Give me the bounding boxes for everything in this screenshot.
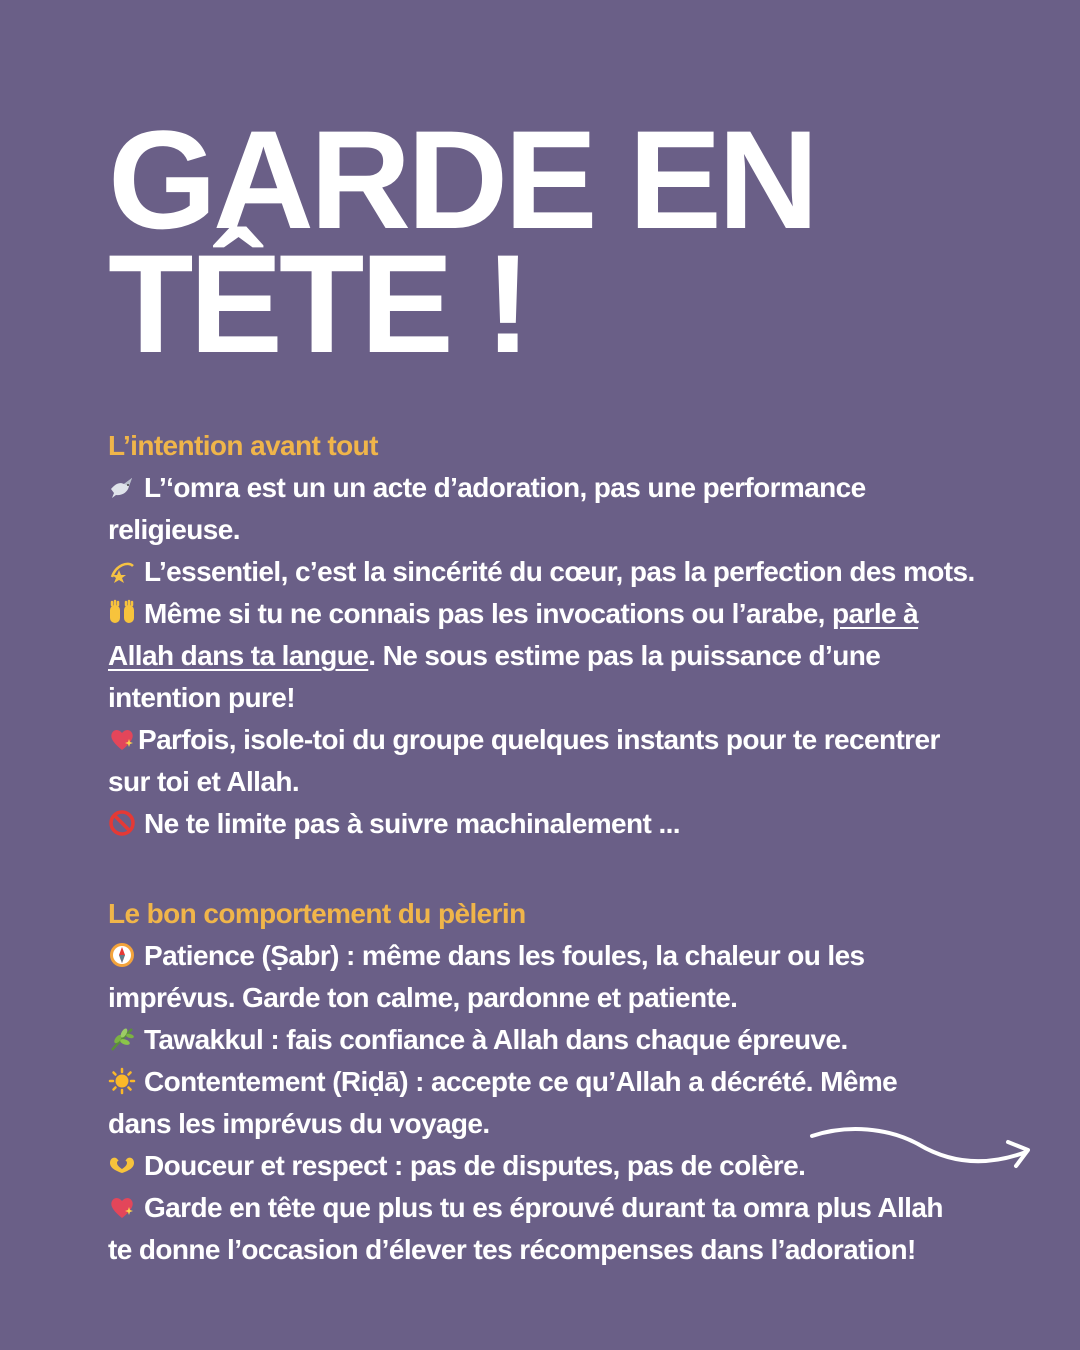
sparkling-heart-icon xyxy=(108,1191,136,1219)
list-item-continued: sur toi et Allah. xyxy=(108,766,300,797)
sun-icon xyxy=(108,1065,136,1093)
list-item xyxy=(108,719,1008,761)
heart-hands-icon xyxy=(108,1149,136,1177)
list-item-continued: imprévus. Garde ton calme, pardonne et patiente. xyxy=(108,982,738,1013)
text: . Ne sous estime pas la puissance d’une xyxy=(368,640,881,671)
section-heading-intention: L’intention avant tout xyxy=(108,430,378,461)
underlined-text: Allah dans ta langue xyxy=(108,640,369,671)
herb-icon xyxy=(108,1023,136,1051)
text: Patience (Ṣabr) : même dans les foules, la chaleur ou les xyxy=(144,940,865,971)
title-line-1: GARDE EN xyxy=(108,101,815,258)
prohibited-icon xyxy=(108,807,136,835)
text: Douceur et respect : pas de disputes, pas de colère. xyxy=(144,1150,806,1181)
swipe-arrow-icon xyxy=(808,1122,1038,1182)
text: Parfois, isole-toi du groupe quelques instants pour te recentrer xyxy=(138,724,940,755)
list-item-continued: dans les imprévus du voyage. xyxy=(108,1108,490,1139)
text: L’‘omra est un un acte d’adoration, pas une performance xyxy=(144,472,866,503)
text: Tawakkul : fais confiance à Allah dans chaque épreuve. xyxy=(144,1024,848,1055)
list-item xyxy=(108,1019,1008,1061)
list-item xyxy=(108,467,1008,509)
text: Ne te limite pas à suivre machinalement ... xyxy=(144,808,680,839)
list-item-continued: intention pure! xyxy=(108,682,295,713)
text: L’essentiel, c’est la sincérité du cœur, pas la perfection des mots. xyxy=(144,556,975,587)
text: Contentement (Riḍā) : accepte ce qu’Allah a décrété. Même xyxy=(144,1066,898,1097)
list-item xyxy=(108,1187,1008,1229)
text: Même si tu ne connais pas les invocations ou l’arabe, xyxy=(144,598,833,629)
text: Garde en tête que plus tu es éprouvé durant ta omra plus Allah xyxy=(144,1192,943,1223)
title-line-2: TÊTE ! xyxy=(108,225,528,382)
section-heading-behaviour: Le bon comportement du pèlerin xyxy=(108,898,526,929)
list-item-continued: te donne l’occasion d’élever tes récompenses dans l’adoration! xyxy=(108,1234,916,1265)
underlined-text: parle à xyxy=(832,598,919,629)
sparkling-heart-icon xyxy=(108,723,136,751)
list-item xyxy=(108,935,1008,977)
list-item xyxy=(108,551,1008,593)
dove-icon xyxy=(108,471,136,499)
list-item xyxy=(108,803,1008,845)
page-title xyxy=(108,101,815,382)
compass-icon xyxy=(108,939,136,967)
raised-hands-icon xyxy=(108,597,136,625)
dizzy-star-icon xyxy=(108,555,136,583)
section-spacer xyxy=(108,845,1008,893)
list-item-continued: religieuse. xyxy=(108,514,240,545)
list-item-continued xyxy=(108,635,1008,677)
list-item xyxy=(108,593,1008,635)
list-item xyxy=(108,1061,1008,1103)
